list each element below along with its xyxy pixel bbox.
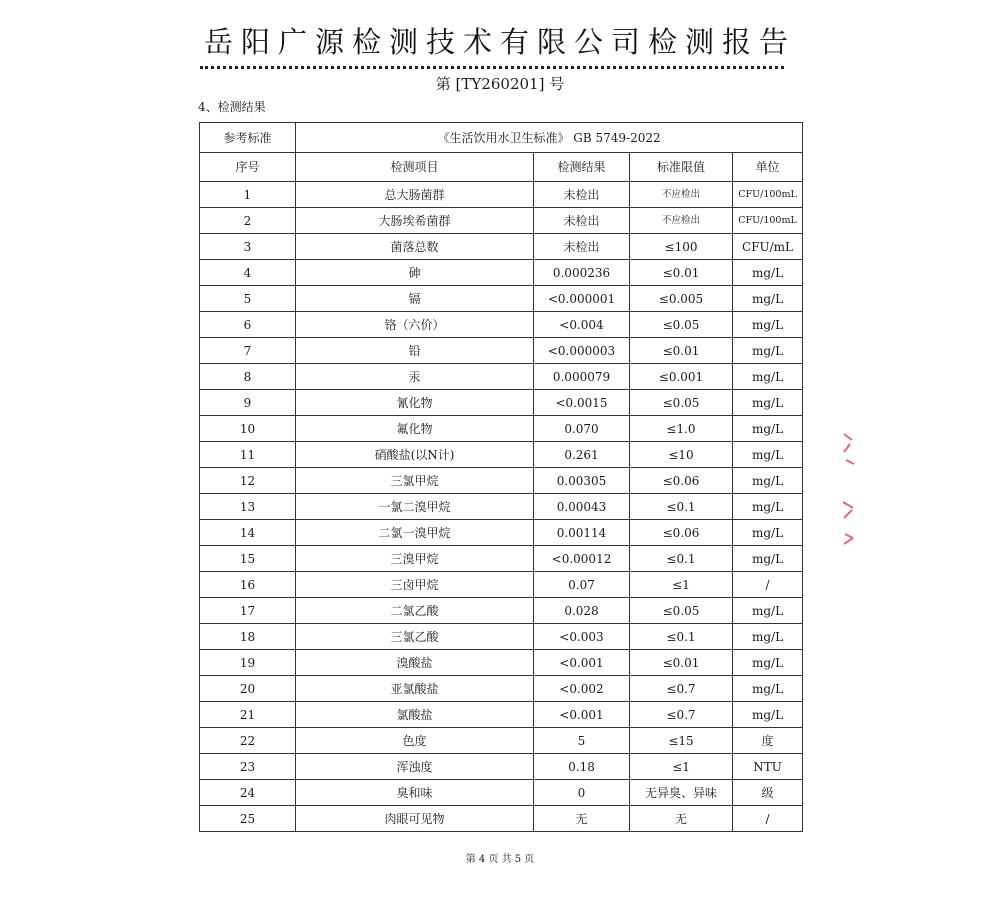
row-number: 9 <box>200 390 296 416</box>
result-value: 0.000079 <box>534 364 630 390</box>
unit-value: CFU/100mL <box>733 182 803 208</box>
unit-value: mg/L <box>733 520 803 546</box>
limit-value: ≤0.05 <box>630 312 733 338</box>
item-name: 色度 <box>296 728 534 754</box>
table-row <box>200 598 803 624</box>
unit-value: mg/L <box>733 702 803 728</box>
item-name: 铬（六价） <box>296 312 534 338</box>
table-row <box>200 806 803 832</box>
item-name: 菌落总数 <box>296 234 534 260</box>
limit-value: ≤0.7 <box>630 702 733 728</box>
table-header-row <box>200 153 803 182</box>
item-name: 氟化物 <box>296 416 534 442</box>
row-number: 10 <box>200 416 296 442</box>
table-row <box>200 312 803 338</box>
table-row <box>200 572 803 598</box>
limit-value: ≤0.06 <box>630 520 733 546</box>
limit-value: ≤1.0 <box>630 416 733 442</box>
unit-value: mg/L <box>733 286 803 312</box>
row-number: 24 <box>200 780 296 806</box>
item-name: 大肠埃希菌群 <box>296 208 534 234</box>
row-number: 23 <box>200 754 296 780</box>
row-number: 1 <box>200 182 296 208</box>
section-title: 4、检测结果 <box>198 100 266 114</box>
item-name: 溴酸盐 <box>296 650 534 676</box>
limit-value: ≤1 <box>630 754 733 780</box>
table-row <box>200 728 803 754</box>
limit-value: ≤0.005 <box>630 286 733 312</box>
limit-value: ≤0.1 <box>630 546 733 572</box>
limit-value: ≤0.05 <box>630 390 733 416</box>
row-number: 20 <box>200 676 296 702</box>
row-number: 25 <box>200 806 296 832</box>
table-row <box>200 702 803 728</box>
table-row <box>200 364 803 390</box>
row-number: 3 <box>200 234 296 260</box>
item-name: 臭和味 <box>296 780 534 806</box>
limit-value: ≤0.06 <box>630 468 733 494</box>
item-name: 总大肠菌群 <box>296 182 534 208</box>
item-name: 浑浊度 <box>296 754 534 780</box>
result-value: 未检出 <box>534 234 630 260</box>
item-name: 砷 <box>296 260 534 286</box>
result-value: <0.000001 <box>534 286 630 312</box>
limit-value: 无异臭、异味 <box>630 780 733 806</box>
table-row <box>200 650 803 676</box>
table-row <box>200 260 803 286</box>
limit-value: ≤0.1 <box>630 624 733 650</box>
table-row <box>200 546 803 572</box>
unit-value: mg/L <box>733 338 803 364</box>
column-header: 标准限值 <box>630 153 733 182</box>
row-number: 15 <box>200 546 296 572</box>
result-value: 5 <box>534 728 630 754</box>
unit-value: mg/L <box>733 468 803 494</box>
limit-value: ≤100 <box>630 234 733 260</box>
unit-value: mg/L <box>733 494 803 520</box>
item-name: 肉眼可见物 <box>296 806 534 832</box>
limit-value: 无 <box>630 806 733 832</box>
unit-value: NTU <box>733 754 803 780</box>
item-name: 亚氯酸盐 <box>296 676 534 702</box>
table-row <box>200 442 803 468</box>
row-number: 19 <box>200 650 296 676</box>
limit-value: ≤10 <box>630 442 733 468</box>
row-number: 7 <box>200 338 296 364</box>
row-number: 4 <box>200 260 296 286</box>
result-value: 无 <box>534 806 630 832</box>
column-header: 单位 <box>733 153 803 182</box>
row-number: 14 <box>200 520 296 546</box>
column-header: 检测结果 <box>534 153 630 182</box>
limit-value: ≤1 <box>630 572 733 598</box>
results-table <box>199 122 803 832</box>
unit-value: CFU/100mL <box>733 208 803 234</box>
item-name: 二氯乙酸 <box>296 598 534 624</box>
result-value: 0.00114 <box>534 520 630 546</box>
stamp-fragment-icon <box>840 430 858 550</box>
limit-value: ≤0.01 <box>630 650 733 676</box>
result-value: 0.00305 <box>534 468 630 494</box>
standard-value: 《生活饮用水卫生标准》 GB 5749-2022 <box>296 123 803 153</box>
result-value: 0 <box>534 780 630 806</box>
unit-value: CFU/mL <box>733 234 803 260</box>
unit-value: 级 <box>733 780 803 806</box>
result-value: <0.003 <box>534 624 630 650</box>
item-name: 镉 <box>296 286 534 312</box>
item-name: 三氯乙酸 <box>296 624 534 650</box>
unit-value: mg/L <box>733 546 803 572</box>
item-name: 硝酸盐(以N计) <box>296 442 534 468</box>
unit-value: mg/L <box>733 650 803 676</box>
row-number: 8 <box>200 364 296 390</box>
report-number: 第 [TY260201] 号 <box>435 75 565 93</box>
row-number: 16 <box>200 572 296 598</box>
result-value: <0.001 <box>534 702 630 728</box>
result-value: <0.002 <box>534 676 630 702</box>
limit-value: ≤0.05 <box>630 598 733 624</box>
result-value: 未检出 <box>534 182 630 208</box>
table-row <box>200 676 803 702</box>
limit-value: ≤15 <box>630 728 733 754</box>
table-row <box>200 416 803 442</box>
standard-label: 参考标准 <box>200 123 296 153</box>
row-number: 5 <box>200 286 296 312</box>
row-number: 18 <box>200 624 296 650</box>
dotted-divider <box>200 66 784 69</box>
result-value: <0.004 <box>534 312 630 338</box>
table-row <box>200 286 803 312</box>
report-title: 岳阳广源检测技术有限公司检测报告 <box>203 25 796 59</box>
limit-value: 不应检出 <box>630 182 733 208</box>
row-number: 6 <box>200 312 296 338</box>
item-name: 氯酸盐 <box>296 702 534 728</box>
unit-value: 度 <box>733 728 803 754</box>
row-number: 22 <box>200 728 296 754</box>
result-value: 0.261 <box>534 442 630 468</box>
column-header: 序号 <box>200 153 296 182</box>
limit-value: ≤0.01 <box>630 260 733 286</box>
result-value: 0.000236 <box>534 260 630 286</box>
standard-row <box>200 123 803 153</box>
limit-value: ≤0.001 <box>630 364 733 390</box>
page-footer: 第 4 页 共 5 页 <box>465 854 535 865</box>
table-row <box>200 520 803 546</box>
unit-value: mg/L <box>733 442 803 468</box>
item-name: 三卤甲烷 <box>296 572 534 598</box>
row-number: 17 <box>200 598 296 624</box>
unit-value: mg/L <box>733 364 803 390</box>
limit-value: ≤0.1 <box>630 494 733 520</box>
unit-value: mg/L <box>733 416 803 442</box>
limit-value: ≤0.01 <box>630 338 733 364</box>
result-value: 0.070 <box>534 416 630 442</box>
unit-value: mg/L <box>733 624 803 650</box>
unit-value: mg/L <box>733 676 803 702</box>
table-row <box>200 338 803 364</box>
result-value: <0.0015 <box>534 390 630 416</box>
item-name: 三溴甲烷 <box>296 546 534 572</box>
result-value: 0.00043 <box>534 494 630 520</box>
table-row <box>200 494 803 520</box>
result-value: 未检出 <box>534 208 630 234</box>
unit-value: mg/L <box>733 390 803 416</box>
column-header: 检测项目 <box>296 153 534 182</box>
item-name: 一氯二溴甲烷 <box>296 494 534 520</box>
item-name: 二氯一溴甲烷 <box>296 520 534 546</box>
table-row <box>200 208 803 234</box>
table-row <box>200 624 803 650</box>
item-name: 汞 <box>296 364 534 390</box>
unit-value: mg/L <box>733 260 803 286</box>
item-name: 三氯甲烷 <box>296 468 534 494</box>
table-row <box>200 390 803 416</box>
table-row <box>200 234 803 260</box>
result-value: 0.18 <box>534 754 630 780</box>
item-name: 铅 <box>296 338 534 364</box>
unit-value: mg/L <box>733 312 803 338</box>
row-number: 11 <box>200 442 296 468</box>
row-number: 21 <box>200 702 296 728</box>
row-number: 2 <box>200 208 296 234</box>
result-value: <0.000003 <box>534 338 630 364</box>
table-row <box>200 754 803 780</box>
result-value: 0.028 <box>534 598 630 624</box>
table-row <box>200 468 803 494</box>
unit-value: / <box>733 806 803 832</box>
table-row <box>200 780 803 806</box>
result-value: <0.001 <box>534 650 630 676</box>
item-name: 氰化物 <box>296 390 534 416</box>
unit-value: mg/L <box>733 598 803 624</box>
limit-value: ≤0.7 <box>630 676 733 702</box>
table-row <box>200 182 803 208</box>
row-number: 12 <box>200 468 296 494</box>
limit-value: 不应检出 <box>630 208 733 234</box>
unit-value: / <box>733 572 803 598</box>
result-value: 0.07 <box>534 572 630 598</box>
row-number: 13 <box>200 494 296 520</box>
result-value: <0.00012 <box>534 546 630 572</box>
